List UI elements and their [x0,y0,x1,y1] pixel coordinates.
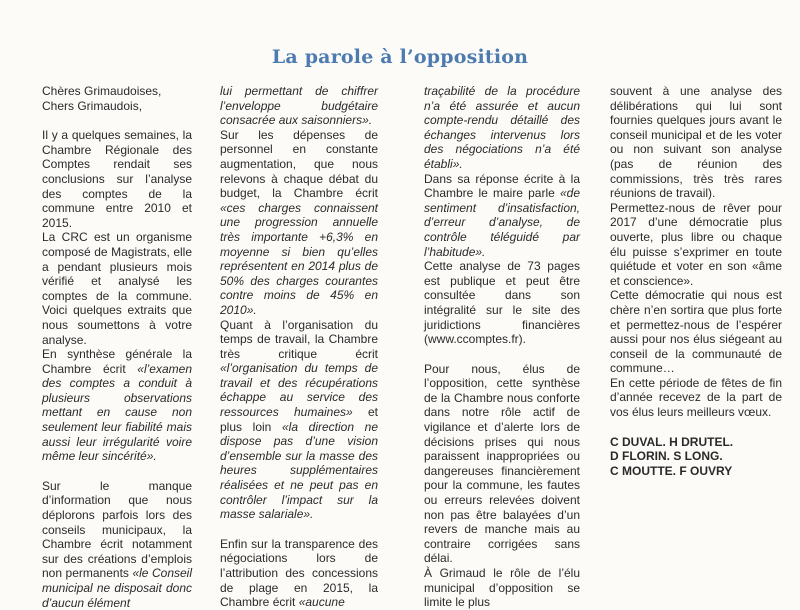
paragraph: Cette démocratie qui nous est chère n’en sortira que plus forte et permettez-nous de l’espérer aussi pour nos élus siégeant au conseil de la communauté de commune… [610,288,782,376]
quote: «l’organisation du temps de travail et des récupérations échappe au service des ressources humaines» [220,361,378,420]
paragraph-lead: Dans sa réponse écrite à la Chambre le maire parle [424,171,580,201]
paragraph-lead: En synthèse générale la Chambre écrit [42,347,192,376]
quote: traçabilité de la procédure n’a été assurée et aucun compte-rendu détaillé des échanges intervenus lors des négociations n’a été établi». [424,84,580,171]
article-column-2 [220,84,378,610]
paragraph: En cette période de fêtes de fin d’année recevez de la part de vos élus leurs meilleurs vœux. [610,375,782,420]
paragraph: Pour nous, élus de l’opposition, cette synthèse de la Chambre nous conforte dans notre rôle actif de vigilance et d’alerte lors de décisions prises qui nous paraissent inappropriées ou dangereuses financièrement pour la commune, les fautes ou erreurs relevées doivent non pas être balayées d’un revers de manche mais au contraire corrigées sans délai. [424,361,580,566]
paragraph [220,128,378,318]
paragraph-text: et plus loin [220,405,378,434]
signature-line: C MOUTTE. F OUVRY [610,463,733,478]
paragraph [42,347,192,464]
paragraph [220,84,378,128]
paragraph: Permettez-nous de rêver pour 2017 d’une démocratie plus ouverte, plus libre ou chaque élu puisse s’exprimer en toute quiétude et voter en son «âme et conscience». [610,200,782,288]
page-title: La parole à l’opposition [271,46,529,68]
quote: «la direction ne dispose pas d’une vision d’ensemble sur la masse des heures supplémentaires réalisées et ne peut pas en contrôler l’impact sur la masse salariale». [220,419,379,522]
paragraph [220,318,378,522]
paragraph-lead: Enfin sur la transparence des négociations lors de l’attribution des concessions de plage en 2015, la Chambre écrit [220,536,378,610]
signature-line: C DUVAL. H DRUTEL. [610,434,734,449]
quote: «le Conseil municipal ne disposait donc d’aucun élément [42,566,193,610]
paragraph [220,537,378,610]
signature-line: D FLORIN. S LONG. [610,449,723,464]
article-column-4 [610,84,782,478]
article-column-1 [42,84,192,610]
greeting-line-2: Chers Grimaudois, [42,98,143,113]
quote: lui permettant de chiffrer l’enveloppe budgétaire consacrée aux saisonniers». [220,84,378,128]
greeting-line-1: Chères Grimaudoises, [42,84,162,98]
paragraph: souvent à une analyse des délibérations qui lui sont fournies quelques jours avant le conseil municipal et de les voter ou non suivant son analyse (pas de réunion des commissions, très très rares réunions de travail). [610,84,782,201]
quote: «aucune [298,595,345,610]
paragraph: À Grimaud le rôle de l’élu municipal d’opposition se limite le plus [424,566,580,610]
paragraph [424,172,580,260]
article-column-3 [424,84,580,610]
quote: «de sentiment d’insatisfaction, d’erreur d’analyse, de contrôle téléguidé par l’habitude». [424,186,580,259]
paragraph [42,479,192,610]
paragraph: Il y a quelques semaines, la Chambre Régionale des Comptes rendait ses conclusions sur l’analyse des comptes de la commune entre 2010 et 2015. [42,128,192,230]
paragraph-lead: Sur les dépenses de personnel en constante augmentation, que nous relevons à chaque débat du budget, la Chambre écrit [220,127,378,201]
paragraph: La CRC est un organisme composé de Magistrats, elle a pendant plusieurs mois vérifié et analysé les comptes de la commune. Voici quelques extraits que nous soumettons à votre analyse. [42,230,192,347]
quote: «ces charges connaissent une progression annuelle très importante +6,3% en moyenne si bien qu’elles représentent en 2014 plus de 50% des charges courantes contre moins de 45% en 2010». [220,200,378,317]
paragraph-lead: Sur le manque d’information que nous déplorons parfois lors des conseils municipaux, la Chambre écrit notamment sur des créations d’emplois non permanents [42,478,192,581]
paragraph-lead: Quant à l’organisation du temps de travail, la Chambre très critique écrit [220,317,378,361]
quote: «l’examen des comptes a conduit à plusieurs observations mettant en cause non seulement leur fiabilité mais aussi leur irrégularité voire même leur sincérité». [42,361,192,464]
paragraph: Cette analyse de 73 pages est publique et peut être consultée dans son intégralité sur le site des juridictions financières (www.ccomptes.fr). [424,259,580,347]
article-body [42,84,782,610]
paragraph [424,84,580,172]
